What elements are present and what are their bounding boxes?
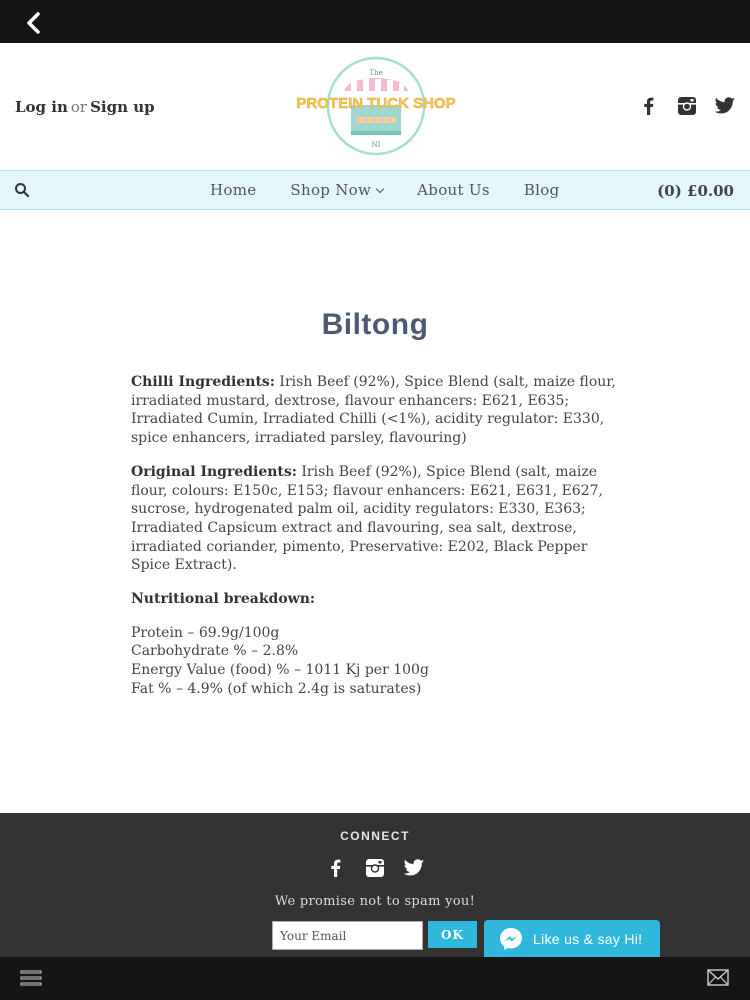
twitter-icon[interactable]	[714, 95, 736, 117]
facebook-icon[interactable]	[638, 95, 660, 117]
main-nav	[0, 170, 750, 210]
chilli-ingredients	[131, 373, 626, 448]
instagram-icon[interactable]	[364, 857, 386, 879]
nutrition-line: Protein – 69.9g/100g	[131, 624, 280, 641]
header-social-links	[638, 95, 736, 117]
messenger-label: Like us & say Hi!	[533, 930, 643, 947]
bottom-bar	[0, 957, 750, 1000]
site-header	[0, 43, 750, 170]
instagram-icon[interactable]	[676, 95, 698, 117]
product-description	[131, 373, 626, 699]
nutrition-label: Nutritional breakdown:	[131, 591, 316, 608]
nutrition-line: Fat % – 4.9% (of which 2.4g is saturates)	[131, 680, 422, 697]
nav-about-us[interactable]: About Us	[417, 181, 490, 199]
mail-icon[interactable]	[707, 969, 729, 986]
logo-text-main: PROTEIN TUCK SHOP	[296, 95, 456, 112]
log-in-link[interactable]: Log in	[15, 98, 68, 116]
messenger-chat-button[interactable]	[484, 920, 660, 957]
top-bar	[0, 0, 750, 43]
newsletter-promise: We promise not to spam you!	[274, 894, 476, 909]
chilli-label: Chilli Ingredients:	[131, 374, 275, 390]
page-content	[0, 210, 750, 813]
page-title: Biltong	[321, 308, 429, 341]
nutrition-heading	[131, 590, 626, 609]
site-logo[interactable]	[296, 55, 456, 157]
site-footer	[0, 813, 750, 957]
nav-shop-now[interactable]	[290, 181, 383, 199]
facebook-icon[interactable]	[325, 857, 347, 879]
search-icon[interactable]	[14, 182, 30, 198]
twitter-icon[interactable]	[403, 857, 425, 879]
nutrition-list	[131, 624, 626, 699]
nav-blog[interactable]: Blog	[523, 181, 560, 199]
email-input[interactable]	[272, 921, 423, 950]
nutrition-line: Energy Value (food) % – 1011 Kj per 100g	[131, 662, 429, 679]
connect-heading: CONNECT	[340, 829, 410, 843]
chevron-left-icon[interactable]	[22, 11, 46, 35]
nutrition-line: Carbohydrate % – 2.8%	[131, 643, 299, 660]
nav-home[interactable]: Home	[210, 181, 257, 199]
nav-links	[210, 171, 559, 209]
chevron-down-icon	[376, 185, 384, 193]
auth-or-text: or	[70, 98, 88, 116]
messenger-icon	[498, 926, 524, 952]
original-text: Irish Beef (92%), Spice Blend (salt, maize flour, colours: E150c, E153; flavour enhancers: E621, E631, E627, sucrose, hydrogenated palm oil, acidity regulators: E330, E363; Irradiated Capsicum extract and flavouring, sea salt, dextrose, irradiated coriander, pimento, Preservative: E202, Black Pepper Spice Extract).	[131, 463, 603, 574]
original-ingredients	[131, 463, 626, 575]
subscribe-ok-button[interactable]: OK	[428, 921, 477, 948]
nav-shop-now-label: Shop Now	[290, 181, 372, 199]
auth-links	[15, 98, 155, 116]
menu-icon[interactable]	[21, 969, 41, 987]
sign-up-link[interactable]: Sign up	[90, 98, 155, 116]
cart-summary[interactable]: (0) £0.00	[657, 182, 734, 200]
chilli-text: Irish Beef (92%), Spice Blend (salt, maize flour, irradiated mustard, dextrose, flavour enhancers: E621, E635; Irradiated Cumin, Irradiated Chilli (<1%), acidity regulator: E330, spice enhancers, irradiated parsley, flavouring)	[131, 374, 616, 447]
logo-text-top: The	[369, 69, 383, 77]
original-label: Original Ingredients:	[131, 463, 297, 480]
logo-text-bottom: NI	[371, 141, 381, 149]
footer-social-links	[325, 857, 425, 879]
